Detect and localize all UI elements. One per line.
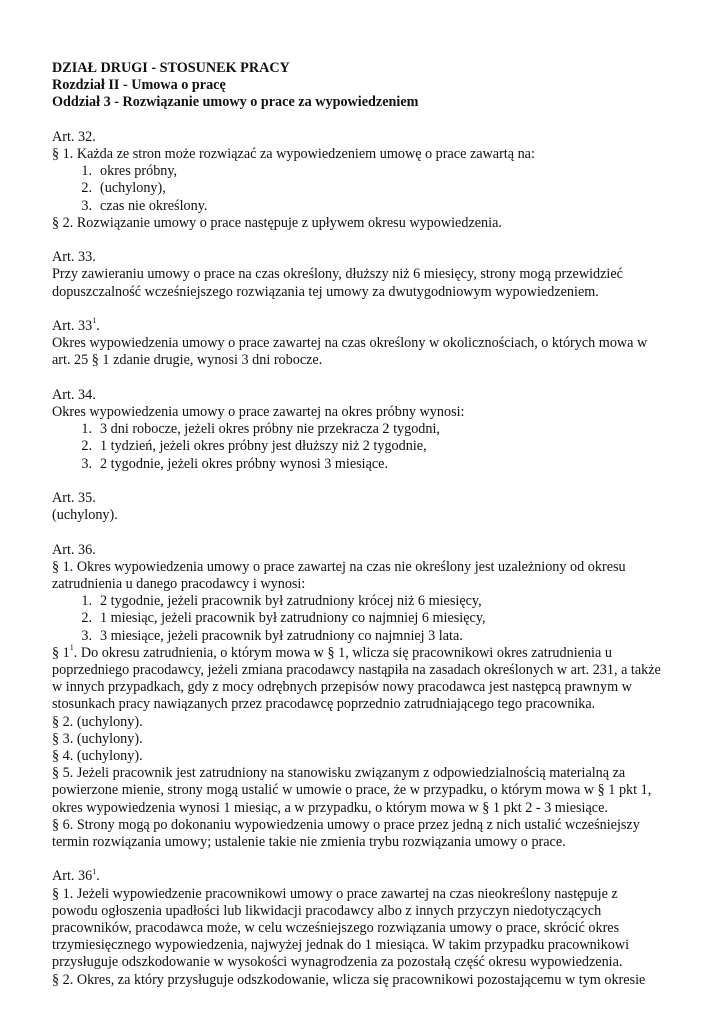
list-text: 1 miesiąc, jeżeli pracownik był zatrudniony co najmniej 6 miesięcy, xyxy=(100,610,486,627)
list-item xyxy=(52,628,692,645)
list-text: okres próbny, xyxy=(100,163,178,180)
list-number: 2. xyxy=(81,610,92,627)
article-33-title: Art. 33. xyxy=(52,249,96,266)
article-34-title: Art. 34. xyxy=(52,386,96,403)
article-33-text-line: dopuszczalność wcześniejszego rozwiązania tej umowy za dwutygodniowym wypowiedzeniem. xyxy=(52,283,599,300)
article-36-1-text-line: przysługuje odszkodowanie w wysokości wynagrodzenia za pozostałą część okresu wypowiedzenia. xyxy=(52,954,623,971)
article-36-text-line: zatrudnienia u danego pracodawcy i wynosi: xyxy=(52,576,306,592)
subchapter-heading-oddzial: Oddział 3 - Rozwiązanie umowy o prace za wypowiedzeniem xyxy=(52,94,419,111)
article-32-title: Art. 32. xyxy=(52,128,96,145)
list-item xyxy=(52,438,692,455)
article-title-text: Art. 33 xyxy=(52,318,93,334)
article-title-text: Art. 36 xyxy=(52,868,93,885)
list-text: (uchylony), xyxy=(100,180,166,197)
article-36-1-paragraph-1: § 1. Jeżeli wypowiedzenie pracownikowi umowy o prace zawartej na czas nieokreślony następuje z xyxy=(52,885,618,902)
paragraph-mark: § 1 xyxy=(52,644,70,661)
article-36-1-text-line: powodu ogłoszenia upadłości lub likwidacji pracodawcy albo z innych przyczyn niedotyczących xyxy=(52,902,602,919)
article-35-body: (uchylony). xyxy=(52,507,118,524)
spacer xyxy=(52,473,692,490)
article-title-dot: . xyxy=(96,318,100,334)
article-36-text-line: termin rozwiązania umowy; ustalenie takie nie zmienia trybu rozwiązania umowy o prace. xyxy=(52,834,566,851)
list-text: 2 tygodnie, jeżeli okres próbny wynosi 3 miesiące. xyxy=(100,455,389,472)
article-33-1-text-line: art. 25 § 1 zdanie drugie, wynosi 3 dni robocze. xyxy=(52,352,323,369)
spacer xyxy=(52,112,692,129)
list-number: 1. xyxy=(81,163,92,180)
list-number: 3. xyxy=(81,627,92,644)
list-number: 2. xyxy=(81,438,92,455)
article-36-1-text-line: trzymiesięcznego wypowiedzenia, najwyżej jednak do 1 miesiąca. W takim przypadku pracownikowi xyxy=(52,937,630,954)
article-36-text-line: stosunkach pracy nawiązanych przez pracodawcę poprzednio zatrudniającego tego pracownika. xyxy=(52,696,596,713)
list-item xyxy=(52,163,692,180)
article-36-text-line: powierzone mienie, strony mogą ustalić w umowie o prace, że w przypadku, o którym mowa w § 1 pkt 1, xyxy=(52,782,652,799)
list-number: 1. xyxy=(81,421,92,438)
article-33-text-line: Przy zawieraniu umowy o prace na czas określony, dłuższy niż 6 miesięcy, strony mogą przewidzieć xyxy=(52,266,623,283)
article-36-paragraph-4: § 4. (uchylony). xyxy=(52,748,143,765)
article-title-dot: . xyxy=(96,868,100,885)
list-text: czas nie określony. xyxy=(100,197,208,214)
list-text: 3 dni robocze, jeżeli okres próbny nie przekracza 2 tygodni, xyxy=(100,421,440,438)
spacer xyxy=(52,370,692,387)
list-number: 2. xyxy=(81,180,92,197)
document-page xyxy=(52,60,692,989)
article-36-paragraph-3: § 3. (uchylony). xyxy=(52,730,143,747)
list-item xyxy=(52,198,692,215)
superscript: 1 xyxy=(69,643,74,653)
article-36-text-line: okres wypowiedzenia wynosi 1 miesiąc, a w przypadku, o którym mowa w § 1 pkt 2 - 3 miesiące. xyxy=(52,799,608,816)
superscript: 1 xyxy=(92,316,97,326)
article-36-text-line: w innych przypadkach, gdy z mocy odrębnych przepisów nowy pracodawca jest następcą prawnym w xyxy=(52,679,632,696)
section-heading-dzial: DZIAŁ DRUGI - STOSUNEK PRACY xyxy=(52,60,290,76)
article-34-intro: Okres wypowiedzenia umowy o prace zawartej na okres próbny wynosi: xyxy=(52,404,465,420)
spacer xyxy=(52,524,692,541)
article-36-1-title xyxy=(52,868,692,885)
list-item xyxy=(52,421,692,438)
article-32-paragraph-2: § 2. Rozwiązanie umowy o prace następuje z upływem okresu wypowiedzenia. xyxy=(52,214,502,231)
article-36-title: Art. 36. xyxy=(52,541,96,558)
list-text: 1 tydzień, jeżeli okres próbny jest dłuższy niż 2 tygodnie, xyxy=(100,438,427,455)
chapter-heading-rozdzial: Rozdział II - Umowa o pracę xyxy=(52,77,226,94)
article-36-text-line: § 1. Okres wypowiedzenia umowy o prace zawartej na czas nie określony jest uzależniony od okresu xyxy=(52,558,626,575)
spacer xyxy=(52,851,692,868)
article-36-paragraph-6: § 6. Strony mogą po dokonaniu wypowiedzenia umowy o prace przez jedną z nich ustalić wcześniejszy xyxy=(52,816,640,833)
article-33-1-title xyxy=(52,318,692,335)
list-item xyxy=(52,593,692,610)
list-item xyxy=(52,456,692,473)
article-36-paragraph-1-1 xyxy=(52,645,692,662)
article-36-paragraph-5: § 5. Jeżeli pracownik jest zatrudniony na stanowisku związanym z odpowiedzialnością materialną za xyxy=(52,765,626,782)
paragraph-text: . Do okresu zatrudnienia, o którym mowa w § 1, wlicza się pracownikowi okres zatrudnienia u xyxy=(73,644,612,661)
list-item xyxy=(52,180,692,197)
article-36-paragraph-2: § 2. (uchylony). xyxy=(52,713,143,730)
spacer xyxy=(52,301,692,318)
list-number: 3. xyxy=(81,455,92,472)
article-35-title: Art. 35. xyxy=(52,490,96,506)
article-36-text-line: poprzedniego pracodawcy, jeżeli zmiana pracodawcy nastąpiła na zasadach określonych w art. 231, a także xyxy=(52,662,661,679)
spacer xyxy=(52,232,692,249)
article-36-1-paragraph-2: § 2. Okres, za który przysługuje odszkodowanie, wlicza się pracownikowi pozostającemu w tym okresie xyxy=(52,971,646,988)
list-text: 2 tygodnie, jeżeli pracownik był zatrudniony krócej niż 6 miesięcy, xyxy=(100,593,482,610)
article-36-1-text-line: pracowników, pracodawca może, w celu wcześniejszego rozwiązania umowy o prace, skrócić okres xyxy=(52,920,620,937)
list-item xyxy=(52,610,692,627)
list-text: 3 miesiące, jeżeli pracownik był zatrudniony co najmniej 3 lata. xyxy=(100,627,463,644)
article-33-1-text-line: Okres wypowiedzenia umowy o prace zawartej na czas określony w okolicznościach, o których mowa w xyxy=(52,335,648,352)
list-number: 3. xyxy=(81,197,92,214)
superscript: 1 xyxy=(92,866,97,876)
article-32-paragraph-1: § 1. Każda ze stron może rozwiązać za wypowiedzeniem umowę o prace zawartą na: xyxy=(52,146,535,162)
list-number: 1. xyxy=(81,593,92,610)
